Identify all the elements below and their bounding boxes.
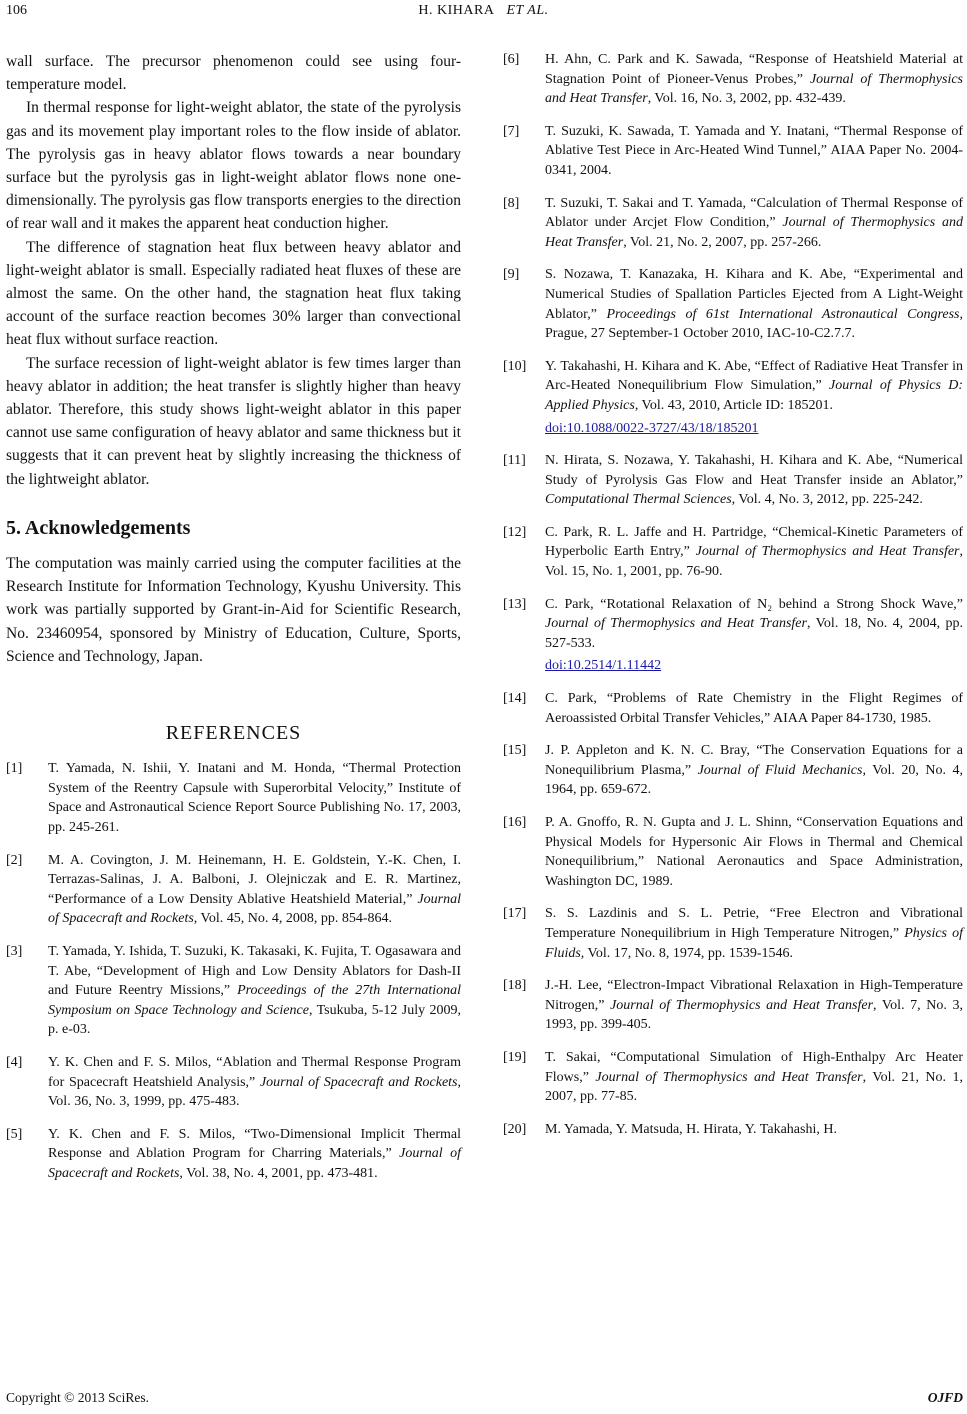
reference-citation: T. Suzuki, K. Sawada, T. Yamada and Y. Inatani, “Thermal Response of Ablative Test Piece in Arc-Heated Wind Tunnel,” AIAA Paper No. 2004-0341, 2004. bbox=[545, 123, 963, 178]
reference-citation: T. Sakai, “Computational Simulation of High-Enthalpy Arc Heater Flows,” bbox=[545, 1049, 963, 1085]
reference-details: , Vol. 15, No. 1, 2001, pp. 76-90. bbox=[545, 544, 963, 580]
reference-number: [11] bbox=[503, 453, 526, 469]
reference-citation: C. Park, R. L. Jaffe and H. Partridge, “Chemical-Kinetic Parameters of Hyperbolic Earth Entry,” bbox=[545, 524, 963, 560]
reference-venue: Journal of Spacecraft and Rockets bbox=[259, 1074, 458, 1090]
reference-citation: P. A. Gnoffo, R. N. Gupta and J. L. Shinn, “Conservation Equations and Physical Models for Hypersonic Air Flows in Thermal and Chemical Nonequilibrium,” National Aeronautics and Space Administration, Washington DC, 1989. bbox=[545, 815, 963, 889]
references-list-right bbox=[503, 50, 963, 1139]
reference-number: [1] bbox=[6, 761, 23, 777]
reference-entry bbox=[503, 689, 963, 728]
reference-text bbox=[48, 851, 461, 929]
reference-venue: Computational Thermal Sciences bbox=[545, 492, 732, 508]
reference-details: , Vol. 18, No. 4, 2004, pp. 527-533. bbox=[545, 616, 964, 651]
reference-text bbox=[545, 122, 963, 181]
reference-venue: Journal of Thermophysics and Heat Transfer bbox=[545, 616, 807, 632]
reference-text bbox=[545, 50, 963, 109]
reference-entry bbox=[6, 1053, 461, 1112]
right-column bbox=[503, 50, 963, 1152]
reference-details: , Vol. 20, No. 4, 1964, pp. 659-672. bbox=[545, 762, 963, 798]
reference-entry bbox=[503, 813, 963, 891]
reference-text bbox=[545, 357, 963, 438]
reference-number: [3] bbox=[6, 944, 23, 960]
reference-text bbox=[48, 1053, 461, 1112]
reference-citation: H. Ahn, C. Park and K. Sawada, “Response of Heatshield Material at Stagnation Point of Pioneer-Venus Probes,” bbox=[545, 52, 963, 87]
reference-citation: Y. K. Chen and F. S. Milos, “Ablation and Thermal Response Program for Spacecraft Heatshield Analysis,” bbox=[48, 1055, 461, 1090]
reference-entry bbox=[503, 1120, 963, 1140]
reference-details: , Vol. 21, No. 1, 2007, pp. 77-85. bbox=[545, 1069, 963, 1105]
running-title bbox=[0, 3, 967, 19]
reference-number: [20] bbox=[503, 1121, 527, 1137]
reference-citation: T. Yamada, Y. Ishida, T. Suzuki, K. Takasaki, K. Fujita, T. Ogasawara and T. Abe, “Development of High and Low Density Ablators for Dash-II and Future Reentry Missions,” bbox=[48, 944, 461, 999]
reference-number: [16] bbox=[503, 815, 527, 830]
reference-details: , Vol. 16, No. 3, 2002, pp. 432-439. bbox=[647, 91, 846, 107]
reference-details: , Vol. 4, No. 3, 2012, pp. 225-242. bbox=[731, 492, 923, 508]
reference-text bbox=[48, 1125, 461, 1184]
header-et-al: ET AL. bbox=[506, 3, 549, 18]
header-authors: H. KIHARA bbox=[418, 3, 495, 18]
reference-entry bbox=[6, 759, 461, 837]
reference-text bbox=[48, 759, 461, 837]
reference-citation: Y. K. Chen and F. S. Milos, “Two-Dimensional Implicit Thermal Response and Ablation Program for Charring Materials,” bbox=[48, 1126, 461, 1162]
reference-number: [6] bbox=[503, 52, 520, 67]
reference-entry bbox=[503, 122, 963, 181]
reference-venue: Journal of Spacecraft and Rockets bbox=[48, 891, 461, 927]
reference-number: [2] bbox=[6, 852, 23, 868]
reference-text bbox=[545, 265, 963, 343]
reference-citation: T. Suzuki, T. Sakai and T. Yamada, “Calculation of Thermal Response of Ablator under Arcjet Flow Condition,” bbox=[545, 195, 963, 231]
reference-number: [13] bbox=[503, 596, 527, 612]
reference-venue: Journal of Thermophysics and Heat Transfer bbox=[695, 544, 960, 560]
reference-citation: M. Yamada, Y. Matsuda, H. Hirata, Y. Takahashi, H. bbox=[545, 1121, 837, 1137]
reference-venue: Proceedings of the 27th International Symposium on Space Technology and Science bbox=[48, 983, 461, 1018]
journal-abbrev: OJFD bbox=[927, 1390, 963, 1405]
reference-citation: N. Hirata, S. Nozawa, Y. Takahashi, H. Kihara and K. Abe, “Numerical Study of Pyrolysis Gas Flow and Heat Transfer inside an Ablator,” bbox=[545, 453, 963, 488]
body-paragraph: The difference of stagnation heat flux between heavy ablator and light-weight ablator is small. Especially radiated heat fluxes of these are almost the same. On the other hand, the stagnation heat flux taking account of the surface reaction becomes 30% larger than convectional heat flux without surface reaction. bbox=[6, 238, 461, 349]
reference-details: , Vol. 45, No. 4, 2008, pp. 854-864. bbox=[193, 911, 393, 927]
doi-link[interactable]: doi:10.1088/0022-3727/43/18/185201 bbox=[545, 420, 759, 436]
reference-text bbox=[545, 904, 963, 963]
reference-entry bbox=[503, 1048, 963, 1107]
reference-entry bbox=[503, 595, 963, 676]
reference-number: [15] bbox=[503, 743, 527, 759]
reference-number: [9] bbox=[503, 267, 520, 283]
reference-entry bbox=[503, 194, 963, 253]
reference-details: , Vol. 43, 2010, Article ID: 185201. bbox=[634, 397, 834, 413]
reference-entry bbox=[503, 265, 963, 343]
reference-number: [19] bbox=[503, 1049, 527, 1065]
reference-details: , Tsukuba, 5-12 July 2009, p. e-03. bbox=[48, 1002, 462, 1038]
copyright-notice: Copyright © 2013 SciRes. bbox=[6, 1390, 150, 1405]
reference-text bbox=[545, 813, 963, 891]
reference-text bbox=[545, 194, 963, 253]
running-header bbox=[0, 0, 967, 28]
reference-text bbox=[545, 741, 963, 800]
reference-text bbox=[545, 1120, 963, 1140]
reference-venue: Journal of Thermophysics and Heat Transfer bbox=[545, 71, 963, 107]
reference-citation: Y. Takahashi, H. Kihara and K. Abe, “Effect of Radiative Heat Transfer in Arc-Heated Nonequilibrium Flow Simulation,” bbox=[545, 358, 963, 394]
reference-text bbox=[48, 942, 461, 1040]
reference-text bbox=[545, 976, 963, 1035]
reference-number: [7] bbox=[503, 123, 520, 139]
reference-venue: Journal of Thermophysics and Heat Transfer bbox=[545, 215, 963, 250]
reference-entry bbox=[6, 851, 461, 929]
references-list-left bbox=[6, 759, 461, 1183]
reference-entry bbox=[503, 523, 963, 582]
reference-text bbox=[545, 689, 963, 728]
page-number: 106 bbox=[6, 3, 27, 18]
acknowledgements-text: The computation was mainly carried using the computer facilities at the Research Institute for Information Technology, Kyushu University. This work was partially supported by Grant-in-Aid for Scientific Research, No. 23460954, sponsored by Ministry of Education, Culture, Sports, Science and Technology, Japan. bbox=[6, 555, 461, 665]
reference-citation: J. P. Appleton and K. N. C. Bray, “The Conservation Equations for a Nonequilibrium Plasma,” bbox=[545, 743, 963, 778]
reference-entry bbox=[503, 976, 963, 1035]
doi-link[interactable]: doi:10.2514/1.11442 bbox=[545, 658, 662, 674]
reference-number: [4] bbox=[6, 1055, 23, 1070]
reference-citation: C. Park, “Rotational Relaxation of N₂ behind a Strong Shock Wave,” bbox=[545, 596, 963, 612]
reference-details: , Vol. 38, No. 4, 2001, pp. 473-481. bbox=[179, 1165, 378, 1181]
reference-number: [5] bbox=[6, 1126, 23, 1142]
reference-venue: Journal of Spacecraft and Rockets bbox=[48, 1146, 461, 1181]
reference-entry bbox=[503, 451, 963, 510]
reference-venue: Journal of Physics D: Applied Physics bbox=[545, 378, 963, 413]
reference-venue: Journal of Thermophysics and Heat Transfer bbox=[610, 997, 874, 1013]
acknowledgements-heading: 5. Acknowledgements bbox=[6, 516, 191, 539]
reference-citation: J.-H. Lee, “Electron-Impact Vibrational Relaxation in High-Temperature Nitrogen,” bbox=[545, 978, 963, 1013]
reference-venue: Physics of Fluids bbox=[545, 925, 963, 961]
reference-number: [14] bbox=[503, 691, 527, 707]
reference-details: , Prague, 27 September-1 October 2010, IAC-10-C2.7.7. bbox=[545, 306, 963, 342]
reference-details: , Vol. 17, No. 8, 1974, pp. 1539-1546. bbox=[580, 945, 793, 961]
reference-number: [17] bbox=[503, 906, 527, 922]
reference-details: , Vol. 36, No. 3, 1999, pp. 475-483. bbox=[48, 1074, 461, 1110]
references-heading: REFERENCES bbox=[165, 722, 302, 745]
reference-venue: Journal of Fluid Mechanics bbox=[697, 762, 863, 778]
reference-entry bbox=[6, 942, 461, 1040]
reference-citation: M. A. Covington, J. M. Heinemann, H. E. Goldstein, Y.-K. Chen, I. Terrazas-Salinas, J. A. Balboni, J. Olejniczak and E. R. Martinez, “Performance of a Low Density Ablative Heatshield Material,” bbox=[48, 852, 461, 907]
reference-citation: S. S. Lazdinis and S. L. Petrie, “Free Electron and Vibrational Temperature Nonequilibrium in High Temperature Nitrogen,” bbox=[545, 906, 963, 941]
reference-text bbox=[545, 1048, 963, 1107]
reference-citation: T. Yamada, N. Ishii, Y. Inatani and M. Honda, “Thermal Protection System of the Reentry Capsule with Superorbital Velocity,” Institute of Space and Astronautical Science Report Source Publishing No. 17, 2003, pp. 245-261. bbox=[48, 761, 461, 836]
reference-details: , Vol. 7, No. 3, 1993, pp. 399-405. bbox=[545, 997, 963, 1033]
reference-text bbox=[545, 595, 963, 676]
reference-text bbox=[545, 523, 963, 582]
reference-venue: Journal of Thermophysics and Heat Transfer bbox=[595, 1069, 863, 1085]
reference-details: , Vol. 21, No. 2, 2007, pp. 257-266. bbox=[623, 234, 822, 250]
body-paragraph: The surface recession of light-weight ablator is few times larger than heavy ablator in addition; the heat transfer is slightly higher than heavy ablator. Therefore, this study shows light-weight ablator in this paper cannot use same configuration of heavy ablator and same thickness but it suggests that it can prevent heat by slightly increasing the thickness of the lightweight ablator. bbox=[6, 354, 461, 488]
left-column bbox=[6, 50, 461, 1197]
reference-entry bbox=[503, 357, 963, 438]
reference-entry bbox=[6, 1125, 461, 1184]
reference-number: [10] bbox=[503, 358, 527, 374]
reference-citation: S. Nozawa, T. Kanazaka, H. Kihara and K. Abe, “Experimental and Numerical Studies of Spallation Particles Ejected from A Light-Weight Ablator,” bbox=[545, 267, 963, 322]
reference-text bbox=[545, 451, 963, 510]
body-paragraph: wall surface. The precursor phenomenon could see using four-temperature model. bbox=[6, 53, 461, 94]
reference-number: [12] bbox=[503, 524, 527, 540]
reference-entry bbox=[503, 741, 963, 800]
reference-entry bbox=[503, 50, 963, 109]
body-paragraph: In thermal response for light-weight ablator, the state of the pyrolysis gas and its movement play important roles to the flow inside of ablator. The pyrolysis gas in heavy ablator flows towards a near boundary surface but the pyrolysis gas in light-weight ablator flows none one-dimensionally. The pyrolysis gas flow transports energies to the direction of rear wall and it makes the apparent heat conduction higher. bbox=[6, 99, 461, 233]
reference-venue: Proceedings of 61st International Astronautical Congress bbox=[606, 306, 960, 322]
reference-number: [18] bbox=[503, 978, 527, 994]
reference-number: [8] bbox=[503, 195, 520, 211]
reference-citation: C. Park, “Problems of Rate Chemistry in the Flight Regimes of Aeroassisted Orbital Transfer Vehicles,” AIAA Paper 84-1730, 1985. bbox=[545, 691, 963, 726]
reference-entry bbox=[503, 904, 963, 963]
